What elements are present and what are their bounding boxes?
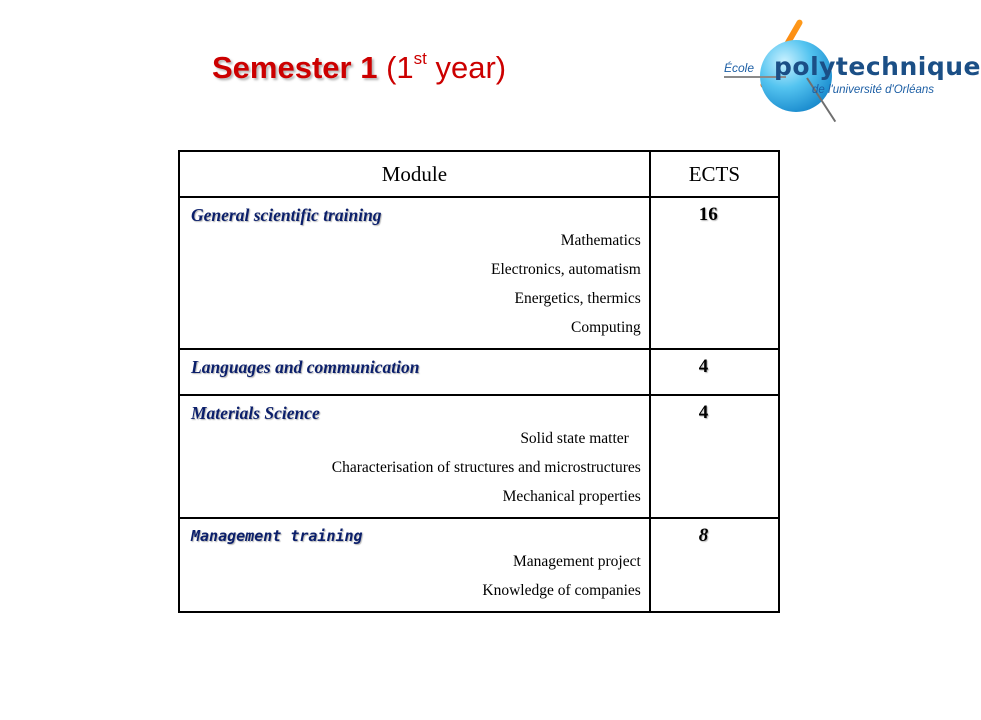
table-row <box>179 349 779 395</box>
module-subitem: Mathematics <box>560 232 641 249</box>
logo-ecole-text: École <box>724 61 755 75</box>
module-cell <box>179 518 650 612</box>
ects-value: 8 <box>650 518 779 612</box>
ects-value: 16 <box>650 197 779 349</box>
table-header-row <box>179 151 779 197</box>
module-subitem: Mechanical properties <box>502 488 641 505</box>
polytechnique-logo <box>716 18 981 130</box>
module-title: Management training <box>191 527 363 545</box>
title-paren-open: (1 <box>377 50 414 85</box>
header-module: Module <box>179 151 650 197</box>
title-year: year) <box>426 50 507 85</box>
ects-value: 4 <box>650 395 779 518</box>
module-subitem: Computing <box>571 319 641 336</box>
module-subitem: Energetics, thermics <box>514 290 641 307</box>
table-row <box>179 518 779 612</box>
module-subitem: Electronics, automatism <box>491 261 641 278</box>
module-cell <box>179 349 650 395</box>
module-subitem: Characterisation of structures and microstructures <box>331 459 641 476</box>
module-cell <box>179 197 650 349</box>
module-title: Materials Science <box>191 403 320 423</box>
table-row <box>179 395 779 518</box>
page-title <box>212 48 507 85</box>
title-ordinal-suffix: st <box>413 48 427 68</box>
logo-subtitle-text: de l'université d'Orléans <box>812 84 935 96</box>
title-semester: Semester 1 <box>212 50 378 85</box>
module-title: Languages and communication <box>191 357 420 377</box>
ects-value: 4 <box>650 349 779 395</box>
modules-table <box>178 150 780 613</box>
module-title: General scientific training <box>191 205 382 225</box>
module-subitem: Knowledge of companies <box>482 582 641 599</box>
table-row <box>179 197 779 349</box>
module-subitem: Solid state matter <box>520 430 629 447</box>
module-subitem: Management project <box>512 553 641 570</box>
module-cell <box>179 395 650 518</box>
header-ects: ECTS <box>650 151 779 197</box>
logo-name-text: polytechnique <box>774 52 981 81</box>
